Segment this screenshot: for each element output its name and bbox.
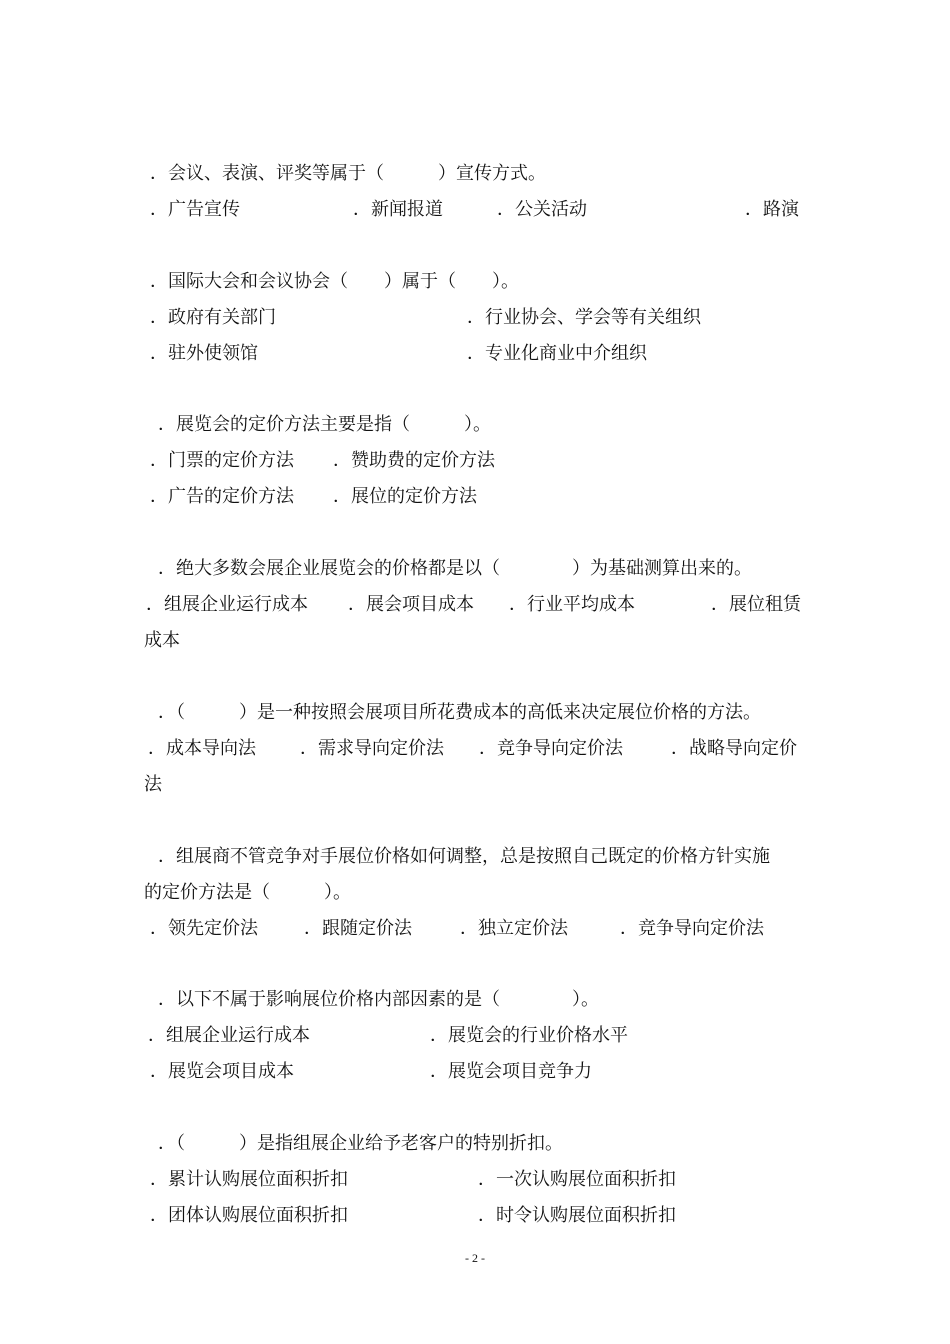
option-c: ．独立定价法 <box>460 918 568 939</box>
option-d: ．战略导向定价 <box>671 738 797 759</box>
question-stem: ．（ ）是一种按照会展项目所花费成本的高低来决定展位价格的方法。 <box>158 702 761 723</box>
option-d: ．时令认购展位面积折扣 <box>478 1205 676 1226</box>
option-b: ．赞助费的定价方法 <box>333 450 495 471</box>
option-d: ．专业化商业中介组织 <box>467 343 647 364</box>
option-c: ．竞争导向定价法 <box>479 738 623 759</box>
option-b: ．跟随定价法 <box>304 918 412 939</box>
option-a: ．门票的定价方法 <box>150 450 294 471</box>
option-a: ．组展企业运行成本 <box>146 594 308 615</box>
option-b: ．新闻报道 <box>353 199 443 220</box>
option-c: ．公关活动 <box>497 199 587 220</box>
question-stem: ．国际大会和会议协会（ ）属于（ ）。 <box>150 271 519 292</box>
option-a: ．政府有关部门 <box>150 307 276 328</box>
option-c: ．行业平均成本 <box>509 594 635 615</box>
option-d: ．展位的定价方法 <box>333 486 477 507</box>
option-d: ．竞争导向定价法 <box>620 918 764 939</box>
page-number: - 2 - <box>465 1251 485 1265</box>
option-d-continued: 成本 <box>144 630 180 651</box>
question-stem: ．展览会的定价方法主要是指（ ）。 <box>158 414 491 435</box>
option-b: ．展会项目成本 <box>348 594 474 615</box>
option-d: ．路演 <box>745 199 799 220</box>
option-b: ．一次认购展位面积折扣 <box>478 1169 676 1190</box>
option-b: ．行业协会、学会等有关组织 <box>467 307 701 328</box>
option-b: ．展览会的行业价格水平 <box>430 1025 628 1046</box>
option-d: ．展位租赁 <box>711 594 801 615</box>
option-c: ．广告的定价方法 <box>150 486 294 507</box>
question-stem-continued: 的定价方法是（ ）。 <box>144 882 351 903</box>
question-stem: ．以下不属于影响展位价格内部因素的是（ ）。 <box>158 989 599 1010</box>
option-a: ．成本导向法 <box>148 738 256 759</box>
question-stem: ．会议、表演、评奖等属于（ ）宣传方式。 <box>150 163 546 184</box>
question-stem: ．（ ）是指组展企业给予老客户的特别折扣。 <box>158 1133 563 1154</box>
option-c: ．团体认购展位面积折扣 <box>150 1205 348 1226</box>
question-stem: ．绝大多数会展企业展览会的价格都是以（ ）为基础测算出来的。 <box>158 558 752 579</box>
option-b: ．需求导向定价法 <box>300 738 444 759</box>
option-c: ．驻外使领馆 <box>150 343 258 364</box>
option-a: ．累计认购展位面积折扣 <box>150 1169 348 1190</box>
question-stem: ．组展商不管竞争对手展位价格如何调整，总是按照自己既定的价格方针实施 <box>158 846 770 867</box>
option-d: ．展览会项目竞争力 <box>430 1061 592 1082</box>
option-a: ．组展企业运行成本 <box>148 1025 310 1046</box>
option-a: ．广告宣传 <box>150 199 240 220</box>
option-d-continued: 法 <box>144 774 162 795</box>
option-a: ．领先定价法 <box>150 918 258 939</box>
option-c: ．展览会项目成本 <box>150 1061 294 1082</box>
